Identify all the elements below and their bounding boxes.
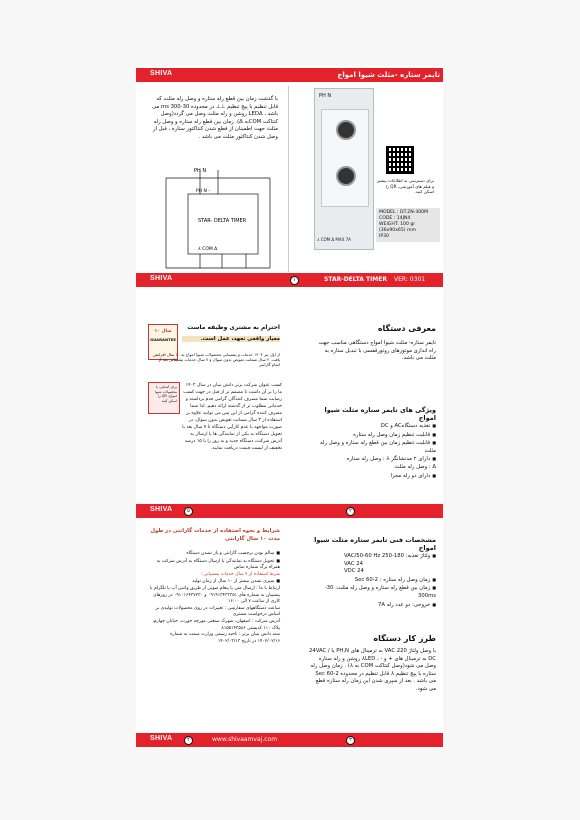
condition-item: ■ تحویل دستگاه به نمایندگی یا ارسال دستگاه به آدرس شرکت به همراه برگ شماره تماس <box>148 558 280 572</box>
qr-code-icon <box>386 146 414 174</box>
feature-item: ■ قابلیت تنظیم زمان وصل رله ستاره <box>312 431 436 440</box>
device-image <box>314 88 374 250</box>
feature-item: ■ تغذیه دستگاهAC و DC <box>312 422 436 431</box>
model-name: STAR-DELTA TIMER <box>324 276 387 283</box>
guarantee-summary: از اول تیر ۱۴۰۳ خدمات و پشتیبانی محصولات شیوا امواج به ۱۰ سال افزایش یافت. ۲ سال ضمانت تعویض بدون سوال و ۷ سال خدمات پشتیبانی بعد از اتمام گارانتی <box>153 352 280 368</box>
page-number-right: ۳ <box>346 736 355 745</box>
section-band-2 <box>136 273 443 287</box>
page-number-left: ۴ <box>184 736 193 745</box>
feature-item: Δ : وصل رله مثلث <box>394 463 436 470</box>
features-list <box>312 422 436 480</box>
spec-item: ■ زمان بین قطع رله ستاره و وصل رله مثلث: 30-300ms <box>308 584 436 600</box>
manual-sheet <box>136 66 443 749</box>
guarantee-badge: ۱۰ سال GUARANTEE <box>148 324 178 360</box>
specs-heading: مشخصات فنی تایمر ستاره مثلث شیوا امواج <box>314 536 436 552</box>
operation-heading: طرز کار دستگاه <box>373 634 436 643</box>
device-face <box>321 109 369 207</box>
device-terminal-top: PH N <box>319 93 332 99</box>
brand-logo: SHIVA <box>150 70 173 77</box>
spec-item: ■ خروجی: دو عدد رله 7A <box>308 601 436 610</box>
condition-item: ساعت دستگاههای سفارشی : تغییرات در روی محصولات تولیدی بر اساس درخواست مشتری <box>155 605 280 618</box>
brand-logo-3: SHIVA <box>150 506 173 513</box>
footer-band <box>136 733 443 747</box>
section-band-3 <box>136 504 443 518</box>
wiring-box-label: STAR- DELTA TIMER <box>198 218 247 224</box>
column-divider <box>288 86 289 272</box>
qr-caption: برای دسترسی به اطلاعات بیشتر و فیلم های آموزشی، QR را اسکن کنید. <box>376 178 434 195</box>
wiring-svg <box>160 164 278 274</box>
condition-item: ■ سالم بودن برچسب گارانتی و باز نشدن دستگاه <box>148 550 280 558</box>
page-number-left: ۵ <box>184 507 193 516</box>
quality-slogan: معیار واقعی تعهد، عمل است. <box>182 336 280 342</box>
guarantee-paragraph: کسب عنوان شرکت برتر دانش بنیان در سال ۱۴۰۲ ما را بر آن داشت تا مصمم تر از قبل در جهت کسب رضایت شما مصرف کنندگان گرامی قدم برداشته و خدماتی مطلوب تر از گذشته ارائه دهیم. لذا شما مصرف کننده گرامی از این پس می توانید علاوه بر استفاده از ۳ سال ضمانت تعویض بدون سوال، در صورت مواجهه با عدم کارآیی دستگاه تا ۷ سال بعد با تحویل دستگاه به یکی از نمایندگی ها یا ارسال به آدرس شرکت، دستگاه جدید و به روز را با ۱۵ درصد تخفیف از لیست قیمت دریافت نمایید. <box>182 383 282 451</box>
timer-box <box>188 194 258 254</box>
feature-item: ■ قابلیت تنظیم زمان بین قطع رله ستاره و وصل رله مثلث <box>312 439 436 455</box>
device-terminal-bottom: ⅄ COM Δ MAX 7A <box>317 237 351 242</box>
operation-text: با وصل ولتاژ 220 VAC به ترمینال های PH,N یا 24VAC / DC به ترمینال های + و - ، LED⅄ روشن و رله ستاره وصل می شود(وصل کنتاکت COM به ⅄) . زمان وصل رله ستاره با پیچ تنظیم ⅄ قابل تنظیم در محدوده 2-60 Sec می باشد . بعد از سپری شدن این زمان رله ستاره قطع می شود. <box>308 648 436 692</box>
spec-item: ■ زمان وصل رله ستاره : 2-60 Sec <box>308 576 436 585</box>
conditions-heading: شرایط و نحوه استفاده از خدمات گارانتی در طول مدت ۱۰ سال گارانتی <box>150 528 280 542</box>
wiring-diagram <box>160 164 278 274</box>
condition-item: ■ سپری نشدن بیشتر از ۱۰ سال از زمان تولید <box>148 578 280 586</box>
page-number-left: ۱ <box>290 276 299 285</box>
intro-text: تایمر ستاره- مثلث شیوا امواج دستگاهی مناسب جهت راه اندازی موتورهای روتورقفسی با تبدیل ستاره به مثلث می باشد. <box>318 340 436 362</box>
specs-list <box>308 552 436 609</box>
spec-item: ■ ولتاژ تغذیه: 180-250 VAC/50-60 Hz <box>308 552 436 561</box>
feature-item: ■ دارای دو رله مجزا <box>312 472 436 481</box>
version-label: VER: 0301 <box>394 276 426 283</box>
wiring-bottom-label: ⅄ COM Δ <box>198 247 218 252</box>
timing-description: با گذشت زمان بین قطع رله ستاره و وصل رله مثلث که قابل تنظیم با پیچ تنظیم ⊥⊥ در محدوده 30-300 ms می باشد ، LEDΔ روشن و رله مثلث وصل می گردد(وصل کنتاکت COMبه Δ). زمان بین قطع رله ستاره و وصل رله مثلث جهت اطمینان از قطع شدن کنتاکتور ستاره ، قبل از وصل شدن کنتاکتور مثلث می باشد . <box>152 96 278 140</box>
condition-item: ارتباط با ما : ارسال متن یا پیغام صوتی از طریق واتس آپ یا تلگرام با پشتیبان به شماره های ۰۹۱۹۱۳۴۳۳۳۵۱ و ۰۹۱۰۱۶۴۳۷۲۳۰ در روزهای کاری از ساعت ۷ الی ۱۶:۰۰ <box>149 585 280 605</box>
condition-item: آدرس شرکت : اصفهان، شهرک صنعتی مورچه خورت، خیابان چهارم، پلاک ۱۱۰ کدپستی ۸۱۵۵۱۴۳۵۸۶ <box>152 618 280 631</box>
spec-item: 24 VAC <box>344 560 363 567</box>
conditions-list <box>148 550 280 645</box>
respect-heading: احترام به مشتری وظیفه ماست <box>187 324 280 331</box>
delta-time-knob <box>336 166 356 186</box>
wiring-ph-label: PH N <box>194 168 207 174</box>
star-time-knob <box>336 120 356 140</box>
header-band <box>136 68 443 82</box>
qr-badge: برای آشنایی با محصولات شیوا امواج، QR را اسکن کنید <box>148 382 180 414</box>
features-heading: ویژگی های تایمر ستاره مثلث شیوا امواج <box>324 406 436 422</box>
page-number-right: ۲ <box>346 507 355 516</box>
condition-item: سند دانش بنیان برتر : ناحیه رسمی وزارت صمت به شماره ۱۴۰۲/۰۲/۱۶ در تاریخ ۱۴۰۲/۰۳/۱۳ <box>170 632 280 644</box>
feature-item: ■ دارای ۲ مدنشانگر ⅄ : وصل رله ستاره <box>312 455 436 464</box>
device-spec-label: MODEL : DT.2N-300M CODE : 14JN4 WEIGHT: 100 gr (36x90x65) mm IP30 <box>376 208 440 242</box>
product-title: تایمر ستاره -مثلث شیوا امواج <box>337 71 440 79</box>
website-link[interactable]: www.shivaamvaj.com <box>212 736 278 743</box>
wiring-ph2-label: PH N - <box>196 189 210 194</box>
brand-logo-4: SHIVA <box>150 735 173 742</box>
condition-item: شرط استفاده از ۷ سال خدمات پشتیبانی : <box>200 571 280 577</box>
intro-heading: معرفی دستگاه <box>377 324 436 333</box>
spec-item: 24 VDC <box>344 568 364 575</box>
brand-logo-2: SHIVA <box>150 275 173 282</box>
